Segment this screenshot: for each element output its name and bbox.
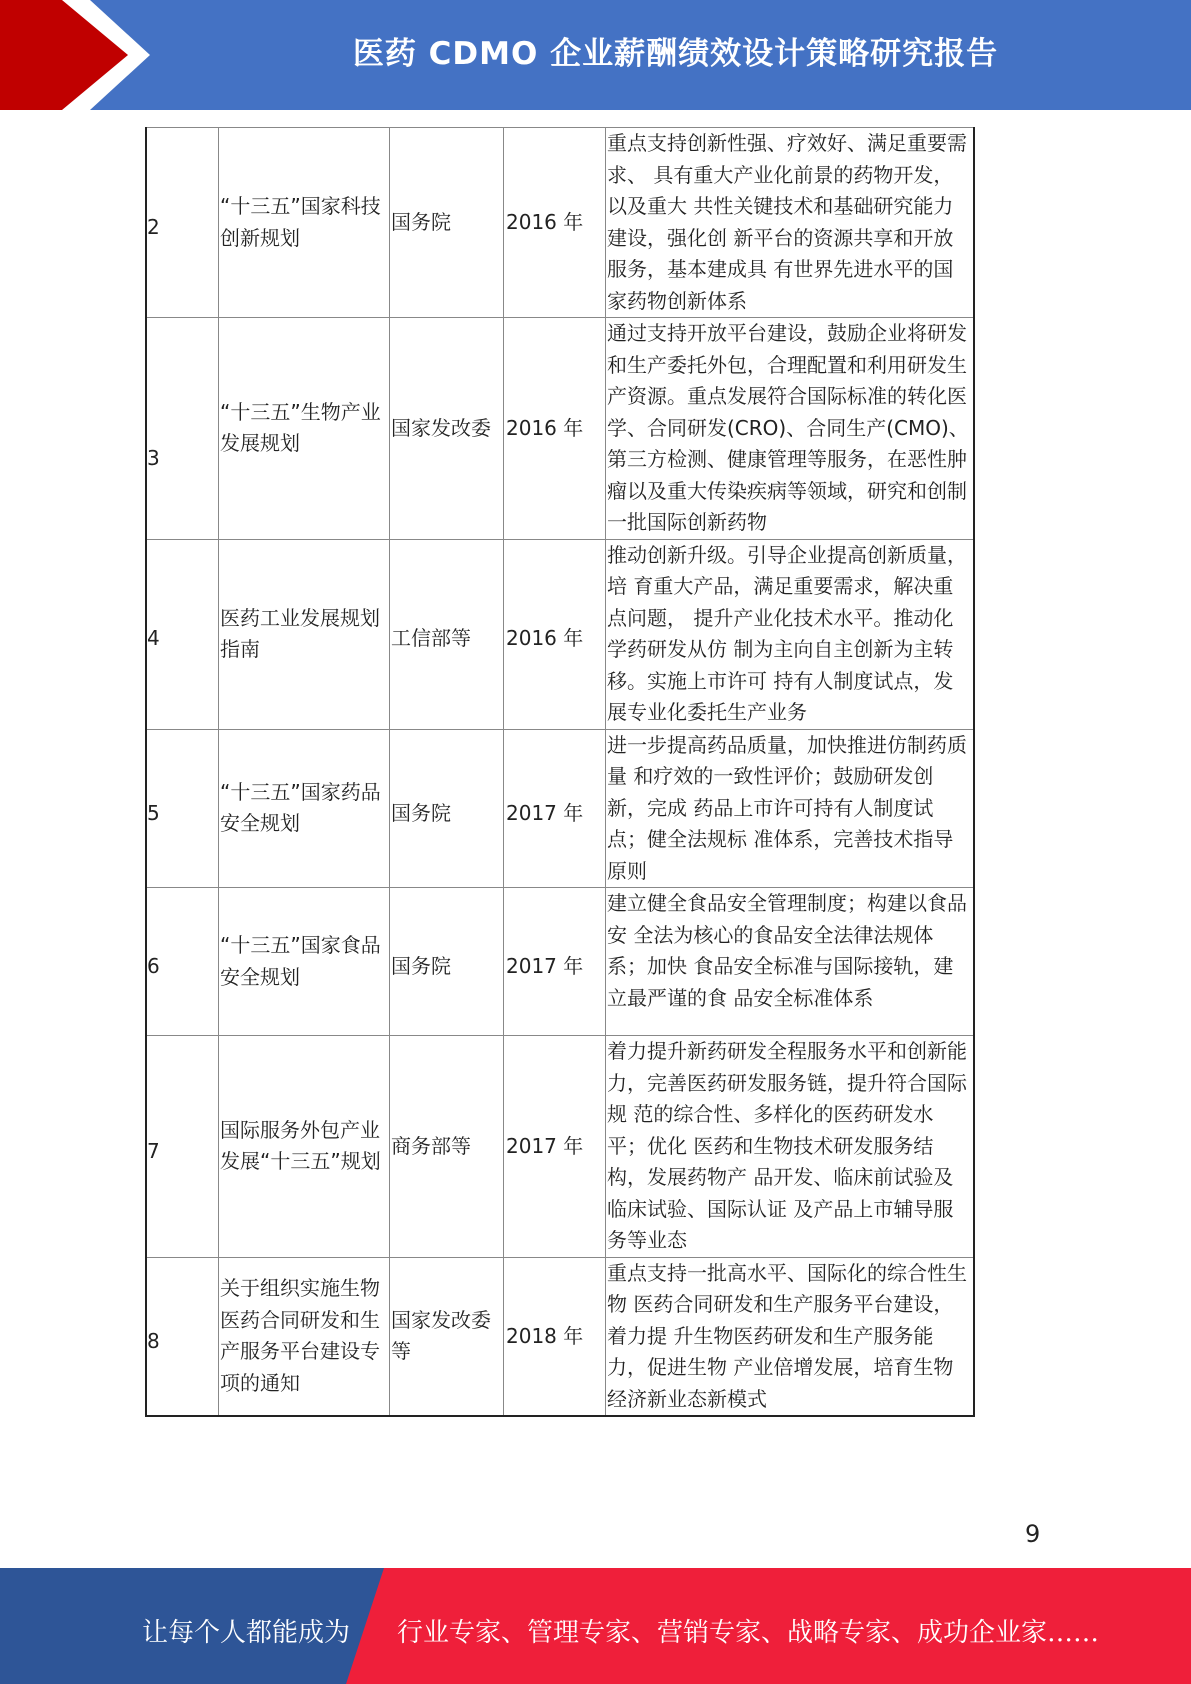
issue-year: 2017 年: [504, 1036, 606, 1258]
policy-description: 通过支持开放平台建设，鼓励企业将研发 和生产委托外包，合理配置和利用研发生 产资源。重点发展符合国际标准的转化医 学、合同研发(CRO)、合同生产(CMO)、 第三方检测、健康管理等服务，在恶性肿 瘤以及重大传染疾病等领域，研究和创制 一批国际创新药物: [606, 318, 975, 540]
table-row: [146, 128, 974, 318]
policy-description: 推动创新升级。引导企业提高创新质量，培 育重大产品，满足重要需求，解决重点问题， 提升产业化技术水平。推动化学药研发从仿 制为主向自主创新为主转移。实施上市许可 持有人制度试点，发展专业化委托生产业务: [606, 539, 975, 729]
row-number: 3: [146, 318, 219, 540]
issuing-org: 国务院: [390, 888, 504, 1036]
policy-name: “十三五”国家食品安全规划: [219, 888, 390, 1036]
policy-name: “十三五”国家药品安全规划: [219, 729, 390, 888]
issuing-org: 国务院: [390, 128, 504, 318]
issuing-org: 国务院: [390, 729, 504, 888]
issuing-org: 国家发改委等: [390, 1257, 504, 1416]
page-footer: [0, 1568, 1191, 1684]
issuing-org: 商务部等: [390, 1036, 504, 1258]
report-title: 医药 CDMO 企业薪酬绩效设计策略研究报告: [352, 36, 999, 72]
row-number: 7: [146, 1036, 219, 1258]
table-row: [146, 888, 974, 1036]
footer-slogan-right: 行业专家、管理专家、营销专家、战略专家、成功企业家……: [397, 1618, 1100, 1648]
row-number: 5: [146, 729, 219, 888]
row-number: 8: [146, 1257, 219, 1416]
issue-year: 2016 年: [504, 539, 606, 729]
policy-description: 着力提升新药研发全程服务水平和创新能 力，完善医药研发服务链，提升符合国际规 范的综合性、多样化的医药研发水平；优化 医药和生物技术研发服务结构，发展药物产 品开发、临床前试验及临床试验、国际认证 及产品上市辅导服务等业态: [606, 1036, 975, 1258]
footer-slogan-left: 让每个人都能成为: [142, 1618, 351, 1648]
issue-year: 2016 年: [504, 318, 606, 540]
policy-table: [145, 127, 975, 1417]
issue-year: 2017 年: [504, 729, 606, 888]
row-number: 2: [146, 128, 219, 318]
issue-year: 2016 年: [504, 128, 606, 318]
table-row: [146, 729, 974, 888]
policy-name: 关于组织实施生物医药合同研发和生产服务平台建设专项的通知: [219, 1257, 390, 1416]
row-number: 4: [146, 539, 219, 729]
table-row: [146, 1257, 974, 1416]
page-header: [0, 0, 1191, 110]
policy-description: 重点支持创新性强、疗效好、满足重要需求、 具有重大产业化前景的药物开发，以及重大 共性关键技术和基础研究能力建设，强化创 新平台的资源共享和开放服务，基本建成具 有世界先进水平的国家药物创新体系: [606, 128, 975, 318]
table-row: [146, 318, 974, 540]
table-row: [146, 539, 974, 729]
issue-year: 2017 年: [504, 888, 606, 1036]
table-row: [146, 1036, 974, 1258]
issuing-org: 工信部等: [390, 539, 504, 729]
row-number: 6: [146, 888, 219, 1036]
policy-description: 进一步提高药品质量，加快推进仿制药质量 和疗效的一致性评价；鼓励研发创新，完成 药品上市许可持有人制度试点；健全法规标 准体系，完善技术指导原则: [606, 729, 975, 888]
policy-name: 医药工业发展规划指南: [219, 539, 390, 729]
policy-name: “十三五”生物产业发展规划: [219, 318, 390, 540]
issuing-org: 国家发改委: [390, 318, 504, 540]
policy-name: 国际服务外包产业发展“十三五”规划: [219, 1036, 390, 1258]
issue-year: 2018 年: [504, 1257, 606, 1416]
policy-description: 建立健全食品安全管理制度；构建以食品安 全法为核心的食品安全法律法规体系；加快 食品安全标准与国际接轨，建立最严谨的食 品安全标准体系: [606, 888, 975, 1036]
policy-name: “十三五”国家科技创新规划: [219, 128, 390, 318]
page-number: 9: [1025, 1520, 1041, 1548]
header-arrow-icon: [0, 0, 150, 110]
policy-description: 重点支持一批高水平、国际化的综合性生物 医药合同研发和生产服务平台建设，着力提 升生物医药研发和生产服务能力，促进生物 产业倍增发展，培育生物经济新业态新模式: [606, 1257, 975, 1416]
